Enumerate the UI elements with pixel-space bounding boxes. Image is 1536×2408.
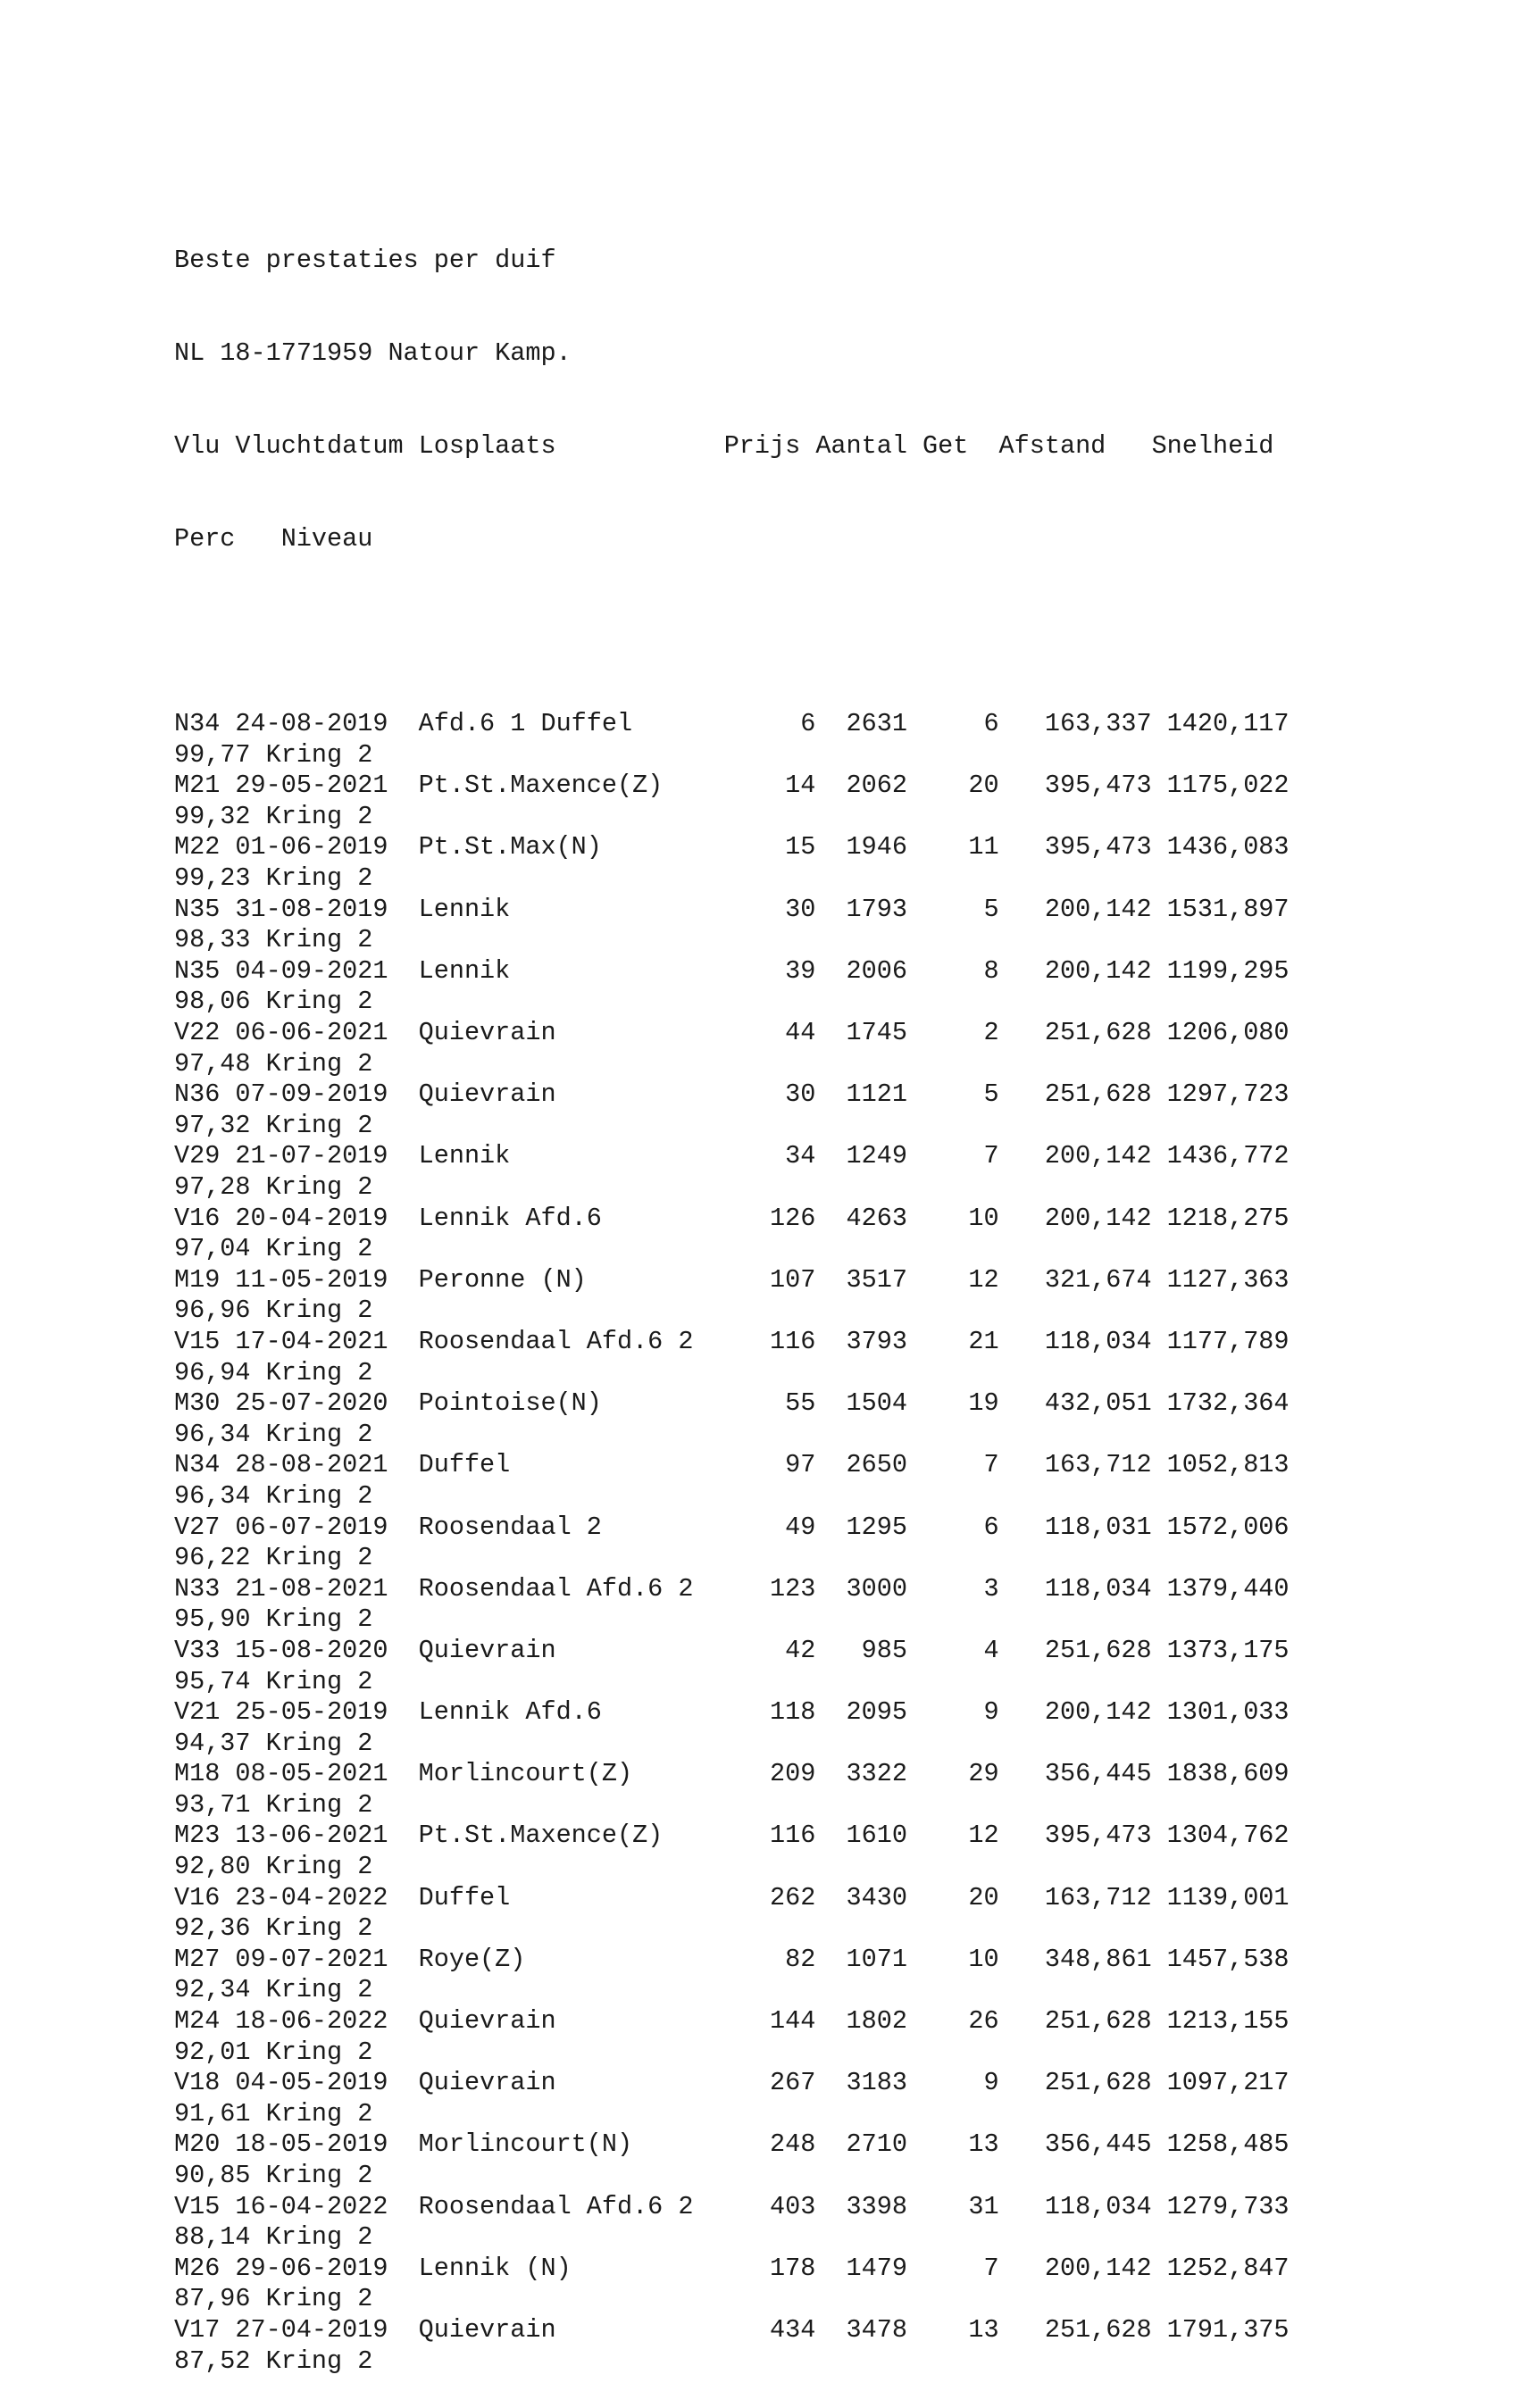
record-row [174,2129,1290,2191]
record-result-line: V33 15-08-2020 Quievrain 42 985 4 251,628 1373,175 [174,1635,1290,1665]
record-row [174,2006,1290,2068]
record-percentage-line: 96,22 Kring 2 [174,1543,373,1573]
record-row [174,1388,1290,1450]
record-percentage-line: 95,74 Kring 2 [174,1666,373,1696]
record-percentage-line: 95,90 Kring 2 [174,1604,373,1635]
record-result-line: N36 07-09-2019 Quievrain 30 1121 5 251,628 1297,723 [174,1079,1290,1110]
record-percentage-line: 97,48 Kring 2 [174,1048,373,1079]
record-percentage-line: 96,96 Kring 2 [174,1296,373,1326]
record-result-line: N33 21-08-2021 Roosendaal Afd.6 2 123 3000 3 118,034 1379,440 [174,1573,1290,1604]
record-row [174,2315,1290,2377]
record-result-line: V15 17-04-2021 Roosendaal Afd.6 2 116 3793 21 118,034 1177,789 [174,1326,1290,1356]
record-row [174,1821,1290,1882]
record-percentage-line: 98,06 Kring 2 [174,987,373,1017]
record-row [174,832,1290,894]
record-percentage-line: 88,14 Kring 2 [174,2222,373,2253]
record-row [174,709,1290,771]
record-row [174,1574,1290,1636]
record-percentage-line: 90,85 Kring 2 [174,2161,373,2190]
record-row [174,1204,1290,1265]
record-percentage-line: 97,32 Kring 2 [174,1110,373,1140]
column-header-line-2: Perc Niveau [174,523,373,554]
records-list [174,709,1290,2377]
record-percentage-line: 99,77 Kring 2 [174,739,373,770]
record-result-line: M30 25-07-2020 Pointoise(N) 55 1504 19 432,051 1732,364 [174,1388,1290,1419]
record-result-line: V15 16-04-2022 Roosendaal Afd.6 2 403 3398 31 118,034 1279,733 [174,2191,1290,2221]
record-percentage-line: 96,34 Kring 2 [174,1480,373,1511]
record-percentage-line: 87,96 Kring 2 [174,2284,373,2314]
record-row [174,1512,1290,1574]
record-percentage-line: 92,36 Kring 2 [174,1913,373,1944]
record-result-line: M24 18-06-2022 Quievrain 144 1802 26 251,628 1213,155 [174,2006,1290,2037]
record-result-line: M20 18-05-2019 Morlincourt(N) 248 2710 13 356,445 1258,485 [174,2129,1290,2160]
record-row [174,2068,1290,2129]
record-row [174,1079,1290,1141]
record-result-line: N35 04-09-2021 Lennik 39 2006 8 200,142 1199,295 [174,955,1290,986]
record-percentage-line: 97,04 Kring 2 [174,1234,373,1264]
record-result-line: V21 25-05-2019 Lennik Afd.6 118 2095 9 200,142 1301,033 [174,1697,1290,1728]
column-header-line-1: Vlu Vluchtdatum Losplaats Prijs Aantal Get Afstand Snelheid [174,430,1274,461]
record-result-line: N35 31-08-2019 Lennik 30 1793 5 200,142 1531,897 [174,894,1290,924]
record-result-line: M22 01-06-2019 Pt.St.Max(N) 15 1946 11 395,473 1436,083 [174,832,1290,862]
record-row [174,1636,1290,1697]
record-percentage-line: 87,52 Kring 2 [174,2346,373,2376]
record-row [174,1327,1290,1388]
spacer [174,616,1290,647]
record-row [174,956,1290,1018]
record-result-line: V29 21-07-2019 Lennik 34 1249 7 200,142 1436,772 [174,1141,1290,1171]
record-row [174,771,1290,832]
record-result-line: V16 23-04-2022 Duffel 262 3430 20 163,712 1139,001 [174,1882,1290,1912]
record-row [174,1697,1290,1759]
record-row [174,1759,1290,1821]
record-result-line: M19 11-05-2019 Peronne (N) 107 3517 12 321,674 1127,363 [174,1264,1290,1295]
record-row [174,895,1290,956]
record-percentage-line: 92,01 Kring 2 [174,2037,373,2067]
record-result-line: V22 06-06-2021 Quievrain 44 1745 2 251,628 1206,080 [174,1018,1290,1048]
record-result-line: V18 04-05-2019 Quievrain 267 3183 9 251,628 1097,217 [174,2068,1290,2098]
record-result-line: M21 29-05-2021 Pt.St.Maxence(Z) 14 2062 20 395,473 1175,022 [174,771,1290,801]
record-result-line: V17 27-04-2019 Quievrain 434 3478 13 251,628 1791,375 [174,2314,1290,2345]
record-row [174,1945,1290,2006]
record-result-line: N34 28-08-2021 Duffel 97 2650 7 163,712 1052,813 [174,1450,1290,1480]
record-result-line: N34 24-08-2019 Afd.6 1 Duffel 6 2631 6 163,337 1420,117 [174,709,1290,739]
record-percentage-line: 91,61 Kring 2 [174,2098,373,2129]
document-page [174,184,1290,2408]
record-result-line: V16 20-04-2019 Lennik Afd.6 126 4263 10 200,142 1218,275 [174,1203,1290,1233]
record-result-line: M27 09-07-2021 Roye(Z) 82 1071 10 348,861 1457,538 [174,1944,1290,1974]
record-percentage-line: 93,71 Kring 2 [174,1789,373,1820]
record-percentage-line: 97,28 Kring 2 [174,1172,373,1202]
record-row [174,1883,1290,1945]
record-percentage-line: 92,34 Kring 2 [174,1975,373,2005]
record-result-line: M18 08-05-2021 Morlincourt(Z) 209 3322 29 356,445 1838,609 [174,1759,1290,1789]
record-row [174,1018,1290,1079]
record-result-line: M23 13-06-2021 Pt.St.Maxence(Z) 116 1610 12 395,473 1304,762 [174,1821,1290,1851]
document-title: Beste prestaties per duif [174,246,556,276]
record-percentage-line: 92,80 Kring 2 [174,1852,373,1882]
record-percentage-line: 94,37 Kring 2 [174,1728,373,1758]
record-percentage-line: 99,32 Kring 2 [174,801,373,831]
record-result-line: M26 29-06-2019 Lennik (N) 178 1479 7 200,142 1252,847 [174,2253,1290,2283]
record-percentage-line: 96,34 Kring 2 [174,1419,373,1449]
record-row [174,1265,1290,1327]
record-row [174,2254,1290,2315]
pigeon-id: NL 18-1771959 Natour Kamp. [174,337,572,368]
record-row [174,1141,1290,1203]
record-percentage-line: 96,94 Kring 2 [174,1357,373,1387]
record-percentage-line: 98,33 Kring 2 [174,925,373,955]
record-percentage-line: 99,23 Kring 2 [174,863,373,894]
record-row [174,2192,1290,2254]
record-result-line: V27 06-07-2019 Roosendaal 2 49 1295 6 118,031 1572,006 [174,1512,1290,1542]
record-row [174,1450,1290,1512]
